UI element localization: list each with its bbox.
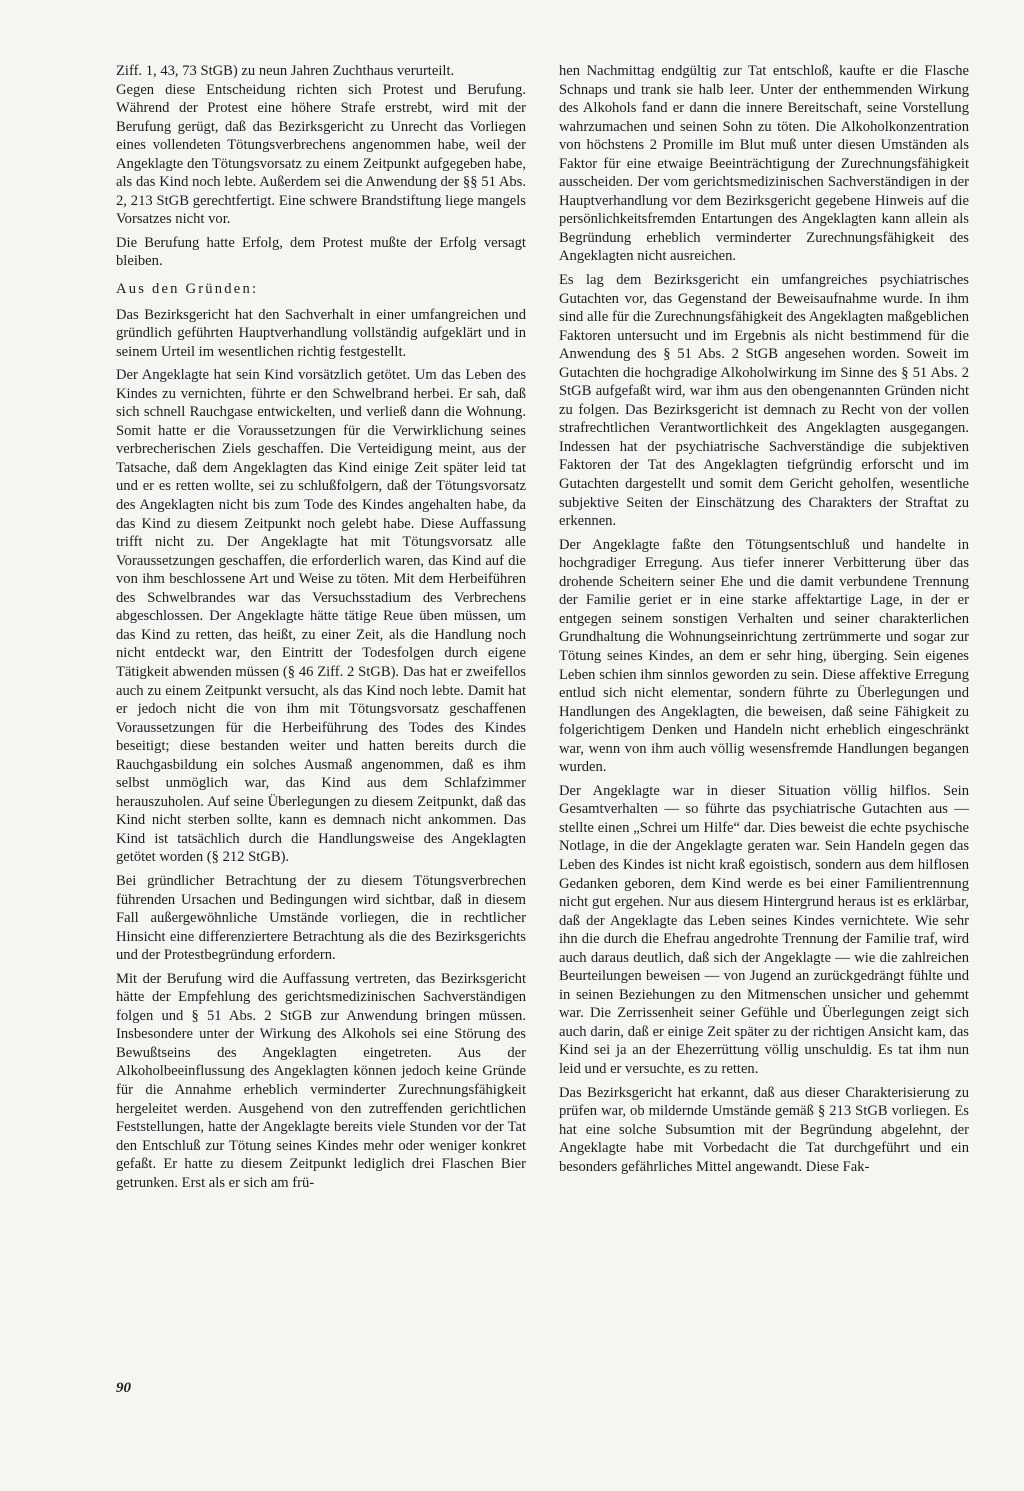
paragraph: Der Angeklagte faßte den Tötungsentschluß und handelte in hochgradiger Erregung. Aus tiefer innerer Verbitterung über das drohende Scheitern seiner Ehe und die damit verbundene Trennung der Familie geriet er in eine starke affektartige Lage, in der er entgegen seinem sonstigen Verhalten und seiner charakterlichen Grundhaltung die Wohnungseinrichtung zertrümmerte und sogar zur Tötung seines Kindes, an dem er sehr hing, überging. Sein eigenes Leben schien ihm sinnlos geworden zu sein. Diese affektive Erregung entlud sich nicht elementar, sondern führte zu Überlegungen und Handlungen des Angeklagten, die beweisen, daß seine Fähigkeit zu folgerichtigem Denken und Handeln nicht erheblich eingeschränkt war, wenn von ihm auch völlig wesensfremde Handlungen begangen wurden. [559, 536, 969, 776]
right-column [559, 62, 969, 1181]
paragraph: Bei gründlicher Betrachtung der zu diesem Tötungsverbrechen führenden Ursachen und Bedingungen wird sichtbar, daß in diesem Fall außergewöhnliche Umstände vorliegen, die in rechtlicher Hinsicht eine differenziertere Betrachtung als die des Bezirksgerichts und der Protestbegründung erfordern. [116, 872, 526, 964]
section-heading: Aus den Gründen: [116, 281, 259, 298]
paragraph: Mit der Berufung wird die Auffassung vertreten, das Bezirksgericht hätte der Empfehlung des gerichtsmedizinischen Sachverständigen folgen und § 51 Abs. 2 StGB zur Anwendung bringen müssen. Insbesondere unter der Wirkung des Alkohols sei eine Störung des Bewußtseins des Angeklagten eingetreten. Aus der Alkoholbeeinflussung des Angeklagten können jedoch keine Gründe für die Annahme erheblich verminderter Zurechnungsfähigkeit hergeleitet werden. Ausgehend von den zutreffenden gerichtlichen Feststellungen, hatte der Angeklagte bereits viele Stunden vor der Tat den Entschluß zur Tötung seines Kindes mehr oder weniger konkret gefaßt. Er hatte zu diesem Zeitpunkt lediglich drei Flaschen Bier getrunken. Erst als er sich am frü- [116, 970, 526, 1191]
page-number: 90 [116, 1380, 131, 1396]
paragraph: Der Angeklagte hat sein Kind vorsätzlich getötet. Um das Leben des Kindes zu vernichten, führte er den Schwelbrand herbei. Er sah, daß sich schnell Rauchgase entwickelten, und verließ dann die Wohnung. Somit hatte er die Voraussetzungen für die Verwirklichung seines verbrecherischen Ziels geschaffen. Die Verteidigung meint, aus der Tatsache, daß dem Angeklagten das Kind einige Zeit später leid tat und er es retten wollte, sei zu schlußfolgern, daß der Tötungsvorsatz des Angeklagten nicht bis zum Tode des Kindes angehalten habe, da das Kind zu diesem Zeitpunkt noch gelebt habe. Diese Auffassung trifft nicht zu. Der Angeklagte hat mit Tötungsvorsatz alle Voraussetzungen geschaffen, die erforderlich waren, das Kind auf die von ihm beschlossene Art und Weise zu töten. Mit dem Herbeiführen des Schwelbrandes war das Versuchsstadium des Verbrechens abgeschlossen. Der Angeklagte hätte tätige Reue üben müssen, um das Kind zu retten, das heißt, zu einer Zeit, als die Handlung noch nicht entdeckt war, den Eintritt der Todesfolgen durch eigene Tätigkeit abwenden müssen (§ 46 Ziff. 2 StGB). Das hat er zweifellos auch zu einem Zeitpunkt versucht, als das Kind noch lebte. Damit hat er jedoch nicht die von ihm mit Tötungsvorsatz geschaffenen Voraussetzungen für die Herbeiführung des Todes des Kindes beseitigt; diese bestanden weiter und hatten bereits durch die Rauchgasbildung ein solches Ausmaß angenommen, daß es ihm selbst unmöglich war, das Kind aus dem Schlafzimmer herauszuholen. Auf seine Überlegungen zu diesem Zeitpunkt, daß das Kind nicht sterben sollte, kann es demnach nicht ankommen. Das Kind ist tatsächlich durch die Handlungsweise des Angeklagten getötet worden (§ 212 StGB). [116, 367, 526, 866]
paragraph: Das Bezirksgericht hat erkannt, daß aus dieser Charakterisierung zu prüfen war, ob mildernde Umstände gemäß § 213 StGB vorliegen. Es hat eine solche Subsumtion mit der Begründung abgelehnt, der Angeklagte habe mit Vorbedacht die Tat durchgeführt und ein besonders gefährliches Mittel angewandt. Diese Fak- [559, 1084, 969, 1175]
left-column [116, 62, 526, 1197]
paragraph: Das Bezirksgericht hat den Sachverhalt in einer umfangreichen und gründlich geführten Hauptverhandlung vollständig aufgeklärt und in seinem Urteil im wesentlichen richtig festgestellt. [116, 306, 526, 360]
paragraph: Ziff. 1, 43, 73 StGB) zu neun Jahren Zuchthaus verurteilt. [116, 63, 455, 79]
paragraph: Der Angeklagte war in dieser Situation völlig hilflos. Sein Gesamtverhalten — so führte das psychiatrische Gutachten aus — stellte einen „Schrei um Hilfe“ dar. Dies beweist die echte psychische Notlage, in die der Angeklagte geraten war. Sein Handeln gegen das Leben des Kindes ist nicht kraß egoistisch, sondern aus dem hilflosen Gedanken geboren, dem Kind werde es bei einer Familientrennung nicht gut ergehen. Nur aus diesem Hintergrund heraus ist es erklärbar, daß der Angeklagte das Leben seines Kindes vernichtete. Wie sehr ihn die durch die Ehefrau angedrohte Trennung der Familie traf, wird auch daraus deutlich, daß sich der Angeklagte — wie die zahlreichen Beurteilungen beweisen — von Jugend an zurückgedrängt fühlte und in seinen Beziehungen zu den Mitmenschen unsicher und gehemmt war. Die Zerrissenheit seiner Gefühle und Überlegungen zeigt sich auch darin, daß er einige Zeit später zu der richtigen Ansicht kam, das Kind sei ja an der Ehezerrüttung völlig unschuldig. Es tat ihm nun leid und er versuchte, es zu retten. [559, 782, 969, 1077]
paragraph: Es lag dem Bezirksgericht ein umfangreiches psychiatrisches Gutachten vor, das Gegenstand der Beweisaufnahme wurde. In ihm sind alle für die Zurechnungsfähigkeit des Angeklagten maßgeblichen Faktoren untersucht und im Ergebnis als nicht bestimmend für die Anwendung des § 51 Abs. 2 StGB angesehen worden. Soweit im Gutachten die hochgradige Alkoholwirkung im Sinne des § 51 Abs. 2 StGB aufgefaßt wird, war ihm aus den obengenannten Gründen nicht zu folgen. Das Bezirksgericht ist demnach zu Recht von der vollen strafrechtlichen Verantwortlichkeit des Angeklagten ausgegangen. Indessen hat der psychiatrische Sachverständige die subjektiven Faktoren der Tat des Angeklagten tiefgründig erforscht und im Gutachten dargestellt und somit dem Gericht geholfen, wesentliche subjektive Seiten der Einschätzung des Charakters der Straftat zu erkennen. [559, 272, 969, 530]
paragraph: Die Berufung hatte Erfolg, dem Protest mußte der Erfolg versagt bleiben. [116, 234, 526, 270]
paragraph: Gegen diese Entscheidung richten sich Protest und Berufung. Während der Protest eine höhere Strafe erstrebt, wird mit der Berufung gerügt, daß das Bezirksgericht zu Unrecht das Vorliegen eines vollendeten Tötungsverbrechens angenommen habe, weil der Angeklagte den Tötungsvorsatz zu einem Zeitpunkt aufgegeben habe, als das Kind noch lebte. Außerdem sei die Anwendung der §§ 51 Abs. 2, 213 StGB gerechtfertigt. Eine schwere Brandstiftung liege mangels Vorsatzes nicht vor. [116, 81, 526, 228]
paragraph: hen Nachmittag endgültig zur Tat entschloß, kaufte er die Flasche Schnaps und trank sie halb leer. Unter der enthemmenden Wirkung des Alkohols fand er dann die innere Bereitschaft, seine Vorstellung wahrzumachen und seinen Sohn zu töten. Die Alkoholkonzentration von höchstens 2 Promille im Blut muß unter diesen Umständen als Faktor für eine etwaige Beeinträchtigung der Zurechnungsfähigkeit ausscheiden. Der vom gerichtsmedizinischen Sachverständigen in der Hauptverhandlung vor dem Bezirksgericht gegebene Hinweis auf die persönlichkeitsfremden Entartungen des Angeklagten kann allein als Begründung erheblich verminderter Zurechnungsfähigkeit des Angeklagten nicht ausreichen. [559, 63, 969, 265]
